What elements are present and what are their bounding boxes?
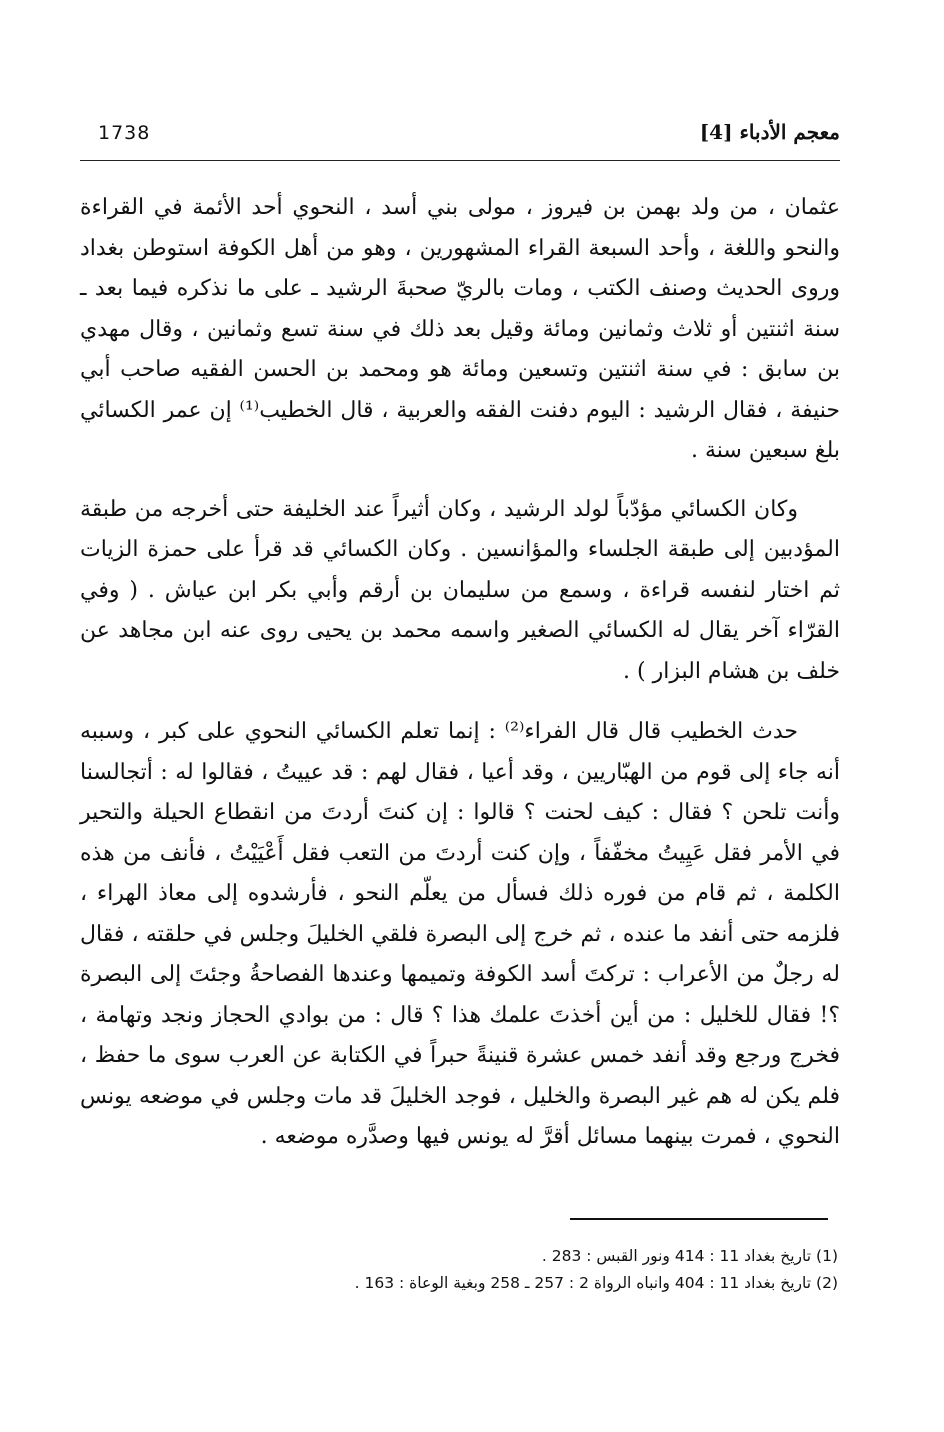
footnote-rule bbox=[570, 1218, 828, 1220]
header-rule bbox=[80, 160, 840, 161]
paragraph-3: حدث الخطيب قال قال الفراء⁽²⁾ : إنما تعلم الكسائي النحوي على كبر ، وسببه أنه جاء إلى قوم من الهبّاريين ، وقد أعيا ، فقال لهم : قد عييتُ ، فقالوا له : أتجالسنا وأنت تلحن ؟ فقال : كيف لحنت ؟ قالوا : إن كنتَ أردتَ من انقطاع الحيلة والتحير في الأمر فقل عَيِيتُ مخفّفاً ، وإن كنت أردتَ من التعب فقل أَعْيَيْتُ ، فأنف من هذه الكلمة ، ثم قام من فوره ذلك فسأل من يعلّم النحو ، فأرشدوه إلى معاذ الهراء ، فلزمه حتى أنفد ما عنده ، ثم خرج إلى البصرة فلقي الخليلَ وجلس في حلقته ، فقال له رجلٌ من الأعراب : تركتَ أسد الكوفة وتميمها وعندها الفصاحةُ وجئتَ إلى البصرة ؟! فقال للخليل : من أين أخذتَ علمك هذا ؟ قال : من بوادي الحجاز ونجد وتهامة ، فخرج ورجع وقد أنفد خمس عشرة قنينةً حبراً في الكتابة عن العرب سوى ما حفظ ، فلم يكن له هم غير البصرة والخليل ، فوجد الخليلَ قد مات وجلس في موضعه يونس النحوي ، فمرت بينهما مسائل أقرَّ له يونس فيها وصدَّره موضعه . bbox=[80, 719, 840, 1149]
page-number: 1738 bbox=[98, 122, 151, 144]
running-head bbox=[80, 120, 840, 160]
main-text bbox=[80, 188, 840, 1158]
book-title: معجم الأدباء [4] bbox=[699, 120, 840, 144]
paragraph-1: عثمان ، من ولد بهمن بن فيروز ، مولى بني أسد ، النحوي أحد الأئمة في القراءة والنحو واللغة ، وأحد السبعة القراء المشهورين ، وهو من أهل الكوفة استوطن بغداد وروى الحديث وصنف الكتب ، ومات بالريّ صحبةَ الرشيد ـ على ما نذكره فيما بعد ـ سنة اثنتين أو ثلاث وثمانين ومائة وقيل بعد ذلك في سنة تسع وثمانين ، وقال مهدي بن سابق : في سنة اثنتين وتسعين ومائة هو ومحمد بن الحسن الفقيه صاحب أبي حنيفة ، فقال الرشيد : اليوم دفنت الفقه والعربية ، قال الخطيب⁽¹⁾ إن عمر الكسائي بلغ سبعين سنة . bbox=[80, 195, 840, 463]
footnote-1: (1) تاريخ بغداد 11 : 414 ونور القبس : 283 . bbox=[541, 1247, 838, 1265]
paragraph-2: وكان الكسائي مؤدّباً لولد الرشيد ، وكان أثيراً عند الخليفة حتى أخرجه من طبقة المؤدبين إلى طبقة الجلساء والمؤانسين . وكان الكسائي قد قرأ على حمزة الزيات ثم اختار لنفسه قراءة ، وسمع من سليمان بن أرقم وأبي بكر ابن عياش . ( وفي القرّاء آخر يقال له الكسائي الصغير واسمه محمد بن يحيى روى عنه ابن مجاهد عن خلف بن هشام البزار ) . bbox=[80, 496, 840, 684]
footnotes bbox=[80, 1243, 838, 1297]
footnote-2: (2) تاريخ بغداد 11 : 404 وانباه الرواة 2 : 257 ـ 258 وبغية الوعاة : 163 . bbox=[354, 1274, 838, 1292]
